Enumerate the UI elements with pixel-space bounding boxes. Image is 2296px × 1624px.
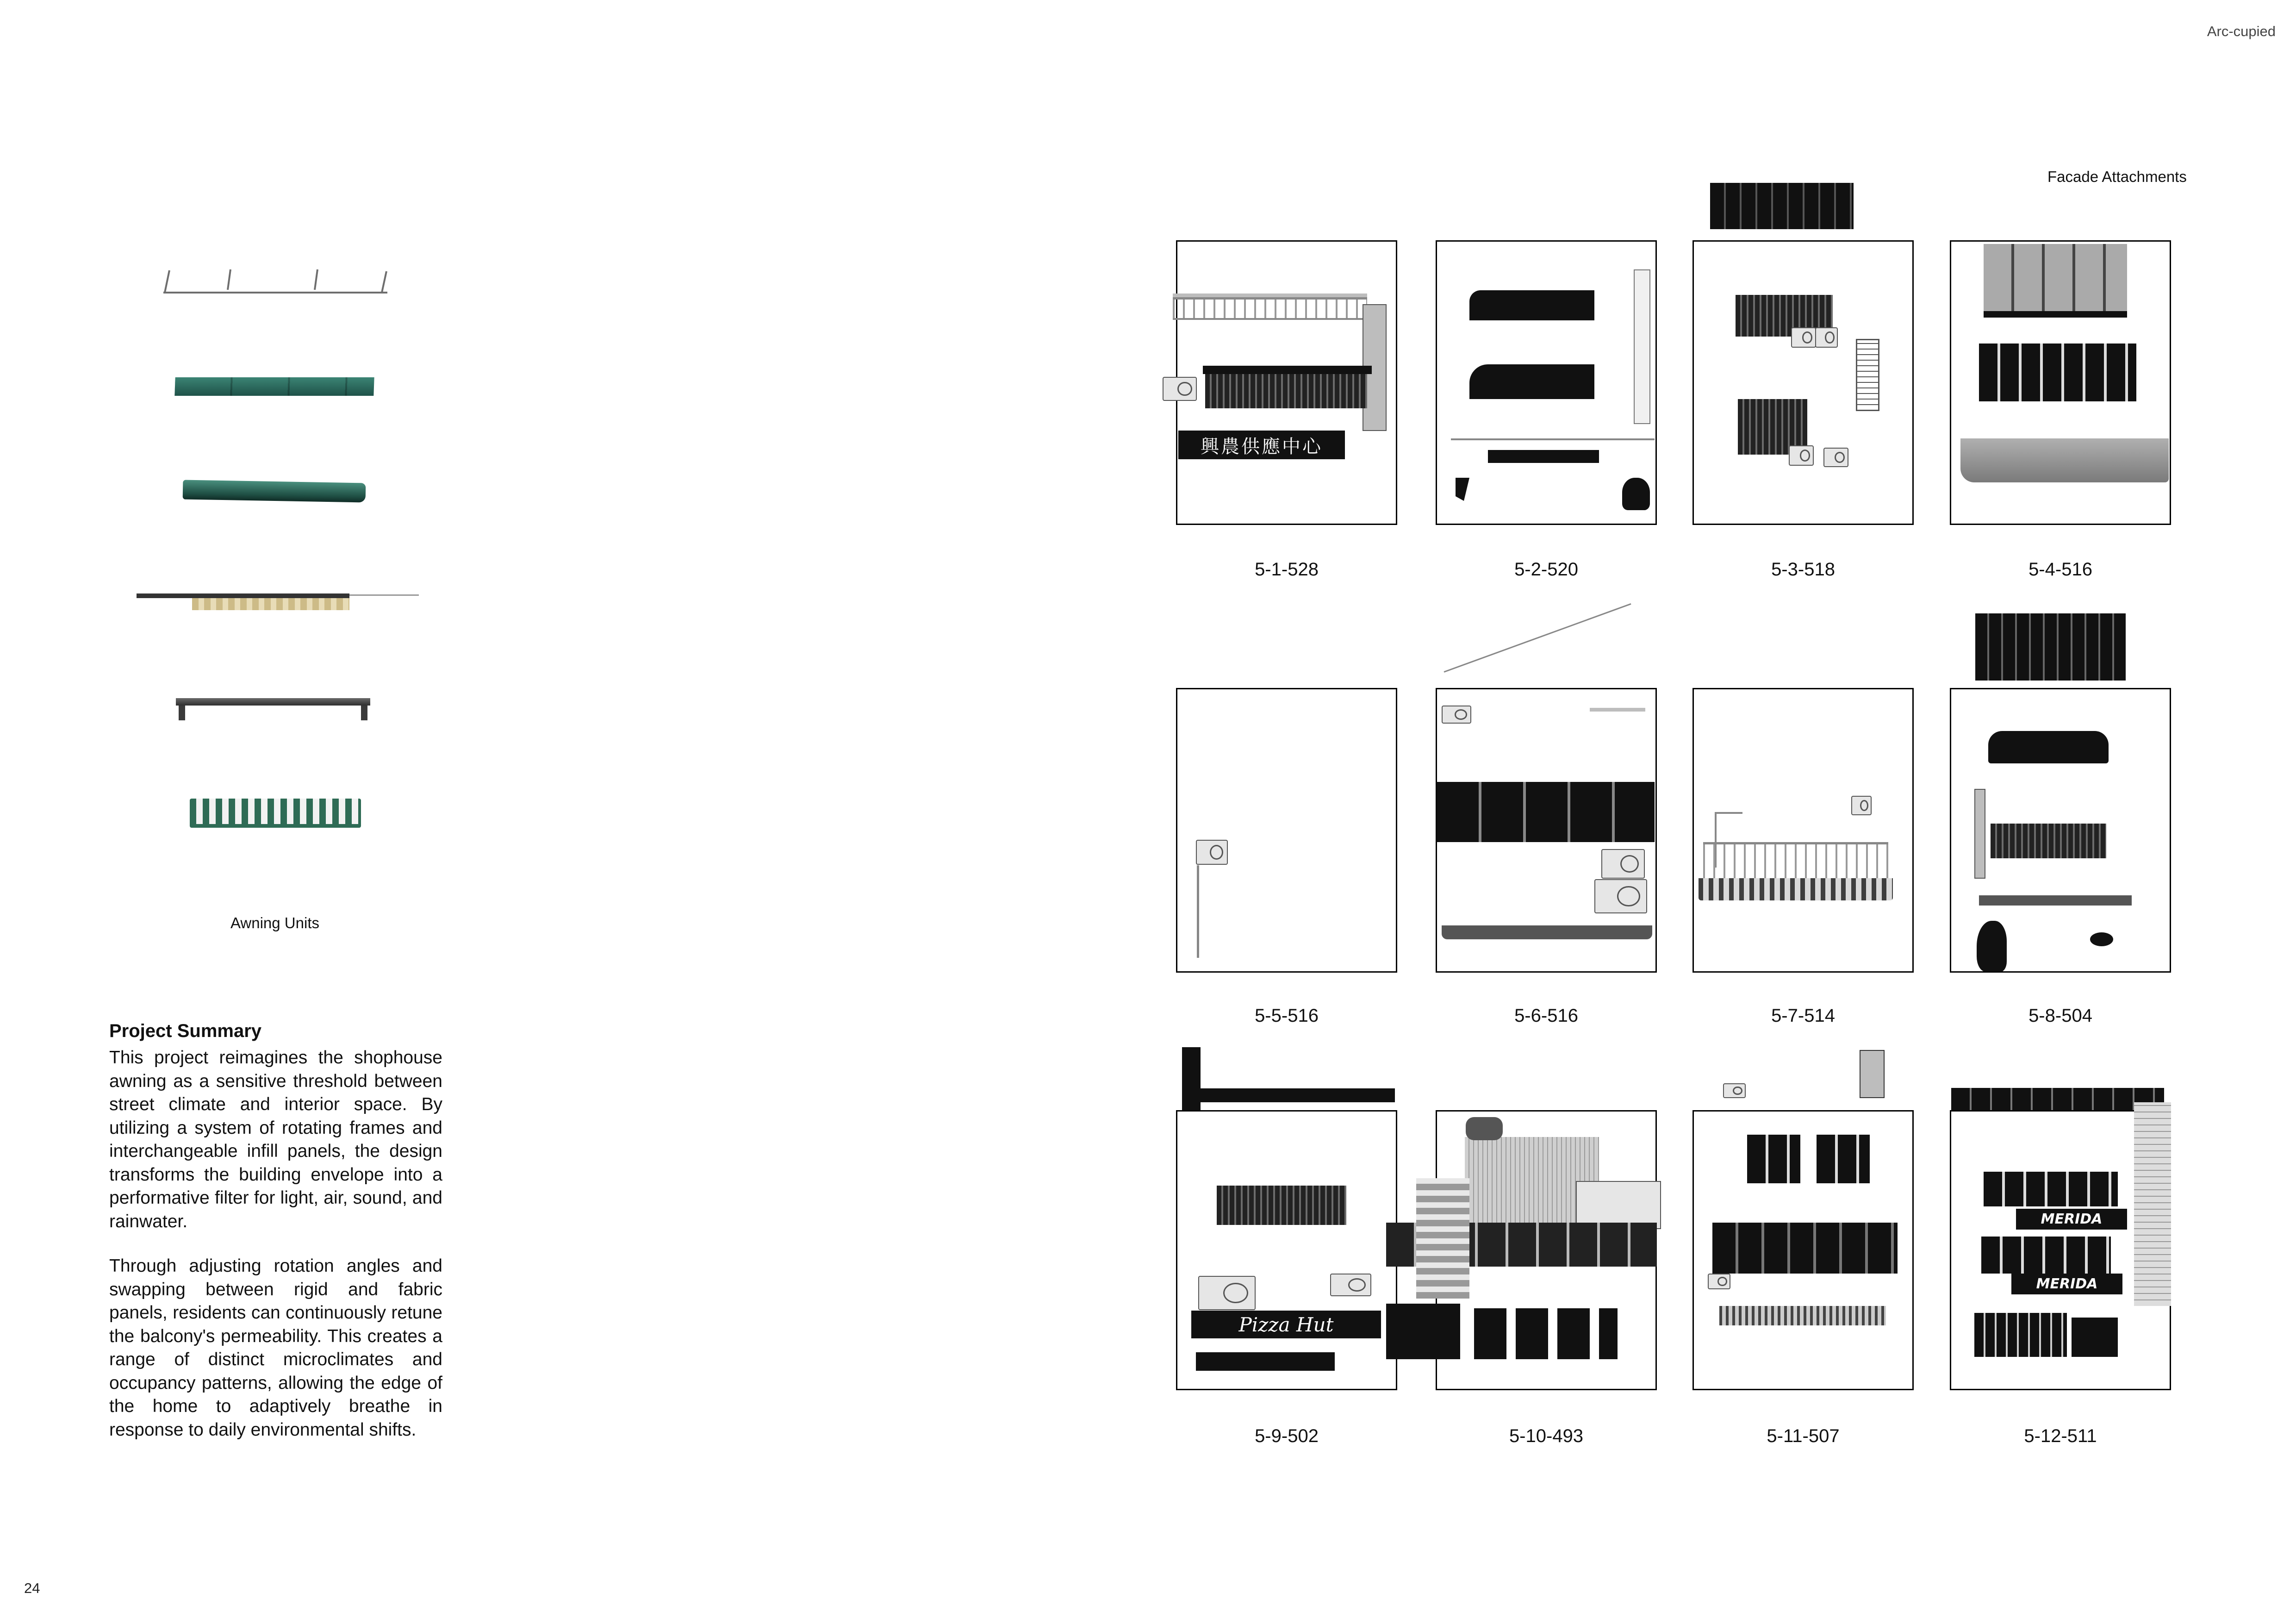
wall-fragment bbox=[2134, 1102, 2171, 1306]
balcony-fragment bbox=[1975, 613, 2126, 681]
shop-sign: 興農供應中心 bbox=[1178, 431, 1345, 459]
pipe-fragment bbox=[1451, 438, 1655, 440]
facade-panel bbox=[1176, 240, 1397, 525]
window-fragment bbox=[1817, 1135, 1870, 1183]
grille-fragment bbox=[1856, 339, 1879, 411]
striped-awning bbox=[1719, 1306, 1886, 1325]
awning-units-column bbox=[0, 0, 463, 972]
air-conditioner-unit bbox=[1163, 377, 1197, 401]
sign-fragment bbox=[1196, 1352, 1335, 1371]
air-conditioner-unit bbox=[1815, 327, 1838, 348]
facade-attachments-title: Facade Attachments bbox=[2047, 168, 2187, 185]
shop-sign: MERIDA bbox=[2011, 1274, 2122, 1294]
cable-fragment bbox=[1444, 603, 1631, 673]
awning-fragment bbox=[1173, 294, 1367, 297]
brand-title: Arc-cupied bbox=[2207, 23, 2276, 39]
window-fragment bbox=[1205, 374, 1367, 408]
panel-label: 5-12-511 bbox=[2024, 1426, 2097, 1446]
air-conditioner-unit bbox=[1601, 849, 1645, 879]
facade-panel bbox=[1176, 688, 1397, 973]
shop-sign: MERIDA bbox=[2016, 1209, 2127, 1230]
facade-panel bbox=[1692, 240, 1914, 525]
plant-fragment bbox=[2090, 932, 2113, 946]
awning-fragment bbox=[1488, 450, 1599, 463]
summary-paragraph: This project reimagines the shophouse awning as a sensitive threshold between street climate and interior space. By utilizing a system of rotating frames and interchangeable infill panels, the design transforms the building envelope into a performative filter for light, air, sound, and rainwater. bbox=[109, 1048, 442, 1231]
canopy-fragment bbox=[1196, 1088, 1395, 1102]
planter-fragment bbox=[1988, 731, 2109, 763]
balcony-railing bbox=[1703, 842, 1888, 883]
air-conditioner-unit bbox=[1330, 1274, 1371, 1296]
facade-panel bbox=[1692, 688, 1914, 973]
facade-panel bbox=[1176, 1110, 1397, 1390]
window-fragment bbox=[1747, 1135, 1800, 1183]
plant-fragment bbox=[1622, 478, 1650, 510]
air-conditioner-unit bbox=[1594, 879, 1647, 913]
roof-fragment bbox=[1710, 183, 1854, 229]
tank-fragment bbox=[1466, 1117, 1503, 1140]
bracket-fragment bbox=[1715, 812, 1742, 814]
facade-panel bbox=[1436, 688, 1657, 973]
shopfront-fragment bbox=[1386, 1304, 1460, 1359]
gate-fragment bbox=[2072, 1318, 2118, 1357]
shop-sign: Pizza Hut bbox=[1191, 1311, 1381, 1338]
window-fragment bbox=[1712, 1223, 1898, 1274]
panel-label: 5-2-520 bbox=[1514, 559, 1578, 580]
facade-panel bbox=[1950, 688, 2171, 973]
canopy-fragment bbox=[1960, 438, 2169, 482]
summary-heading: Project Summary bbox=[109, 1021, 262, 1041]
air-conditioner-unit bbox=[1442, 706, 1471, 724]
air-conditioner-unit bbox=[1723, 1083, 1746, 1098]
pipe-fragment bbox=[1197, 865, 1199, 958]
page-number: 24 bbox=[24, 1580, 40, 1596]
striped-awning bbox=[1699, 878, 1893, 900]
gate-fragment bbox=[1974, 1313, 2067, 1357]
panel-label: 5-11-507 bbox=[1767, 1426, 1840, 1446]
shopfront-fragment bbox=[1474, 1308, 1618, 1359]
canopy-fragment bbox=[1203, 366, 1372, 374]
facade-panel bbox=[1950, 1110, 2171, 1390]
awning-unit-fringed-canopy bbox=[137, 592, 419, 612]
air-conditioner-unit bbox=[1791, 327, 1816, 348]
window-fragment bbox=[1984, 1172, 2118, 1206]
air-conditioner-unit bbox=[1789, 445, 1814, 466]
balcony-fragment bbox=[1984, 311, 2127, 318]
air-conditioner-unit bbox=[1708, 1274, 1730, 1289]
summary-paragraph: Through adjusting rotation angles and swapping between rigid and fabric panels, residents can continuously retune the balcony's permeability. This creates a range of distinct microclimates and occupancy patterns, allowing the edge of the home to adaptively breathe in response to daily environmental shifts. bbox=[109, 1256, 442, 1440]
window-fragment bbox=[1979, 344, 2136, 401]
awning-unit-metal-shelf bbox=[176, 694, 370, 722]
awning-unit-teal-panel bbox=[174, 377, 374, 396]
window-fragment bbox=[1469, 364, 1594, 399]
window-fragment bbox=[1469, 290, 1594, 320]
awning-unit-frame bbox=[162, 269, 389, 296]
panel-label: 5-8-504 bbox=[2028, 1006, 2092, 1026]
air-conditioner-unit bbox=[1851, 796, 1872, 815]
panel-label: 5-9-502 bbox=[1255, 1426, 1319, 1446]
fixture-fragment bbox=[1860, 1050, 1885, 1098]
pipe-fragment bbox=[1634, 269, 1650, 424]
panel-label: 5-3-518 bbox=[1771, 559, 1835, 580]
air-conditioner-unit bbox=[1823, 448, 1848, 467]
pipe-fragment bbox=[1974, 789, 1985, 879]
awning-units-caption: Awning Units bbox=[230, 914, 319, 931]
window-fragment bbox=[1984, 244, 2127, 311]
sign-fragment bbox=[1576, 1181, 1661, 1229]
panel-label: 5-5-516 bbox=[1255, 1006, 1319, 1026]
panel-label: 5-7-514 bbox=[1771, 1006, 1835, 1026]
shelf-fragment bbox=[1979, 895, 2132, 906]
window-fragment bbox=[1981, 1237, 2111, 1274]
air-conditioner-unit bbox=[1198, 1276, 1256, 1310]
window-fragment bbox=[1217, 1186, 1346, 1225]
panel-label: 5-6-516 bbox=[1514, 1006, 1578, 1026]
panel-label: 5-4-516 bbox=[2028, 559, 2092, 580]
pipe-fragment bbox=[1590, 708, 1645, 712]
awning-unit-teal-roll bbox=[183, 480, 366, 503]
plant-fragment bbox=[1977, 921, 2007, 972]
window-fragment bbox=[1991, 824, 2106, 858]
panel-label: 5-10-493 bbox=[1509, 1426, 1584, 1446]
air-conditioner-unit bbox=[1196, 840, 1228, 865]
awning-fragment bbox=[1416, 1178, 1469, 1299]
panel-label: 5-1-528 bbox=[1255, 559, 1319, 580]
balcony-railing bbox=[1173, 297, 1367, 320]
facade-panel bbox=[1950, 240, 2171, 525]
fixture-fragment bbox=[1456, 478, 1469, 501]
awning-fragment bbox=[1442, 925, 1652, 939]
awning-unit-striped bbox=[190, 799, 361, 828]
facade-panel bbox=[1436, 240, 1657, 525]
facade-panel bbox=[1692, 1110, 1914, 1390]
window-fragment bbox=[1437, 782, 1655, 842]
